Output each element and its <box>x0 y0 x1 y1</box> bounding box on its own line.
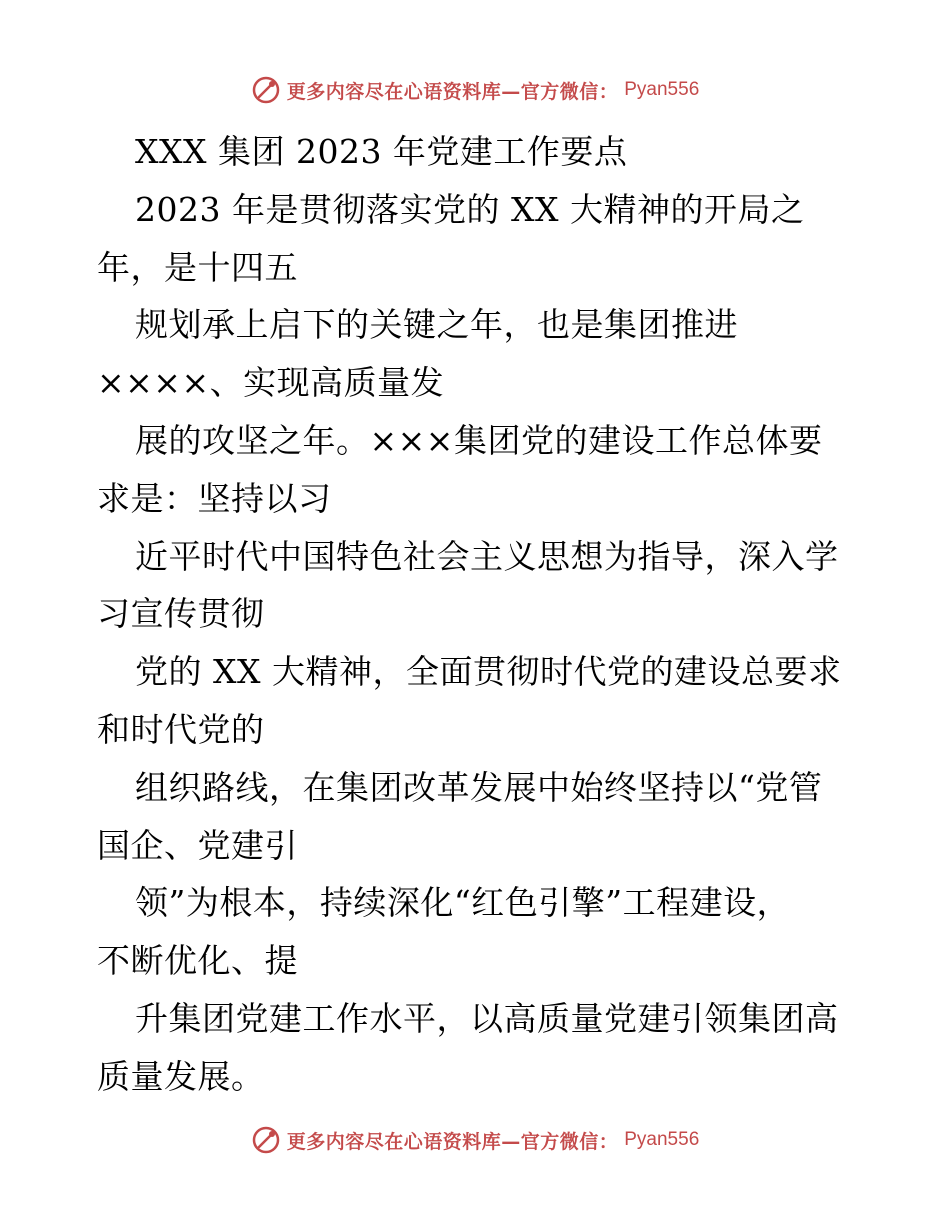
text-line: 升集团党建工作水平，以高质量党建引领集团高 <box>135 998 839 1038</box>
watermark-footer <box>0 1120 950 1160</box>
watermark-wechat-id: Pyan556 <box>624 79 700 100</box>
text-line: 2023 年是贯彻落实党的 XX 大精神的开局之 <box>135 189 805 229</box>
text-line: 习宣传贯彻 <box>97 594 265 634</box>
watermark-text: 更多内容尽在心语资料库—官方微信： <box>286 80 619 103</box>
document-body <box>97 123 857 1106</box>
text-line: 规划承上启下的关键之年，也是集团推进 <box>135 305 738 345</box>
feather-logo-icon <box>251 1125 281 1155</box>
text-line: 组织路线，在集团改革发展中始终坚持以“党管 <box>135 767 823 807</box>
text-line: 近平时代中国特色社会主义思想为指导，深入学 <box>135 536 839 576</box>
watermark-wechat-id: Pyan556 <box>624 1129 700 1150</box>
document-title: XXX 集团 2023 年党建工作要点 <box>135 132 628 171</box>
text-line: 党的 XX 大精神，全面贯彻时代党的建设总要求 <box>135 652 842 692</box>
feather-logo-icon <box>251 75 281 105</box>
text-line: 国企、党建引 <box>97 825 298 865</box>
watermark-header <box>0 70 950 110</box>
watermark-text: 更多内容尽在心语资料库—官方微信： <box>286 1130 619 1153</box>
text-line: 质量发展。 <box>97 1056 265 1096</box>
text-line: ××××、实现高质量发 <box>97 363 445 403</box>
text-line: 年，是十四五 <box>97 247 298 287</box>
text-line: 不断优化、提 <box>97 941 298 981</box>
text-line: 和时代党的 <box>97 709 265 749</box>
text-line: 求是：坚持以习 <box>97 478 332 518</box>
text-line: 展的攻坚之年。×××集团党的建设工作总体要 <box>135 420 823 460</box>
text-line: 领”为根本，持续深化“红色引擎”工程建设， <box>135 883 791 923</box>
